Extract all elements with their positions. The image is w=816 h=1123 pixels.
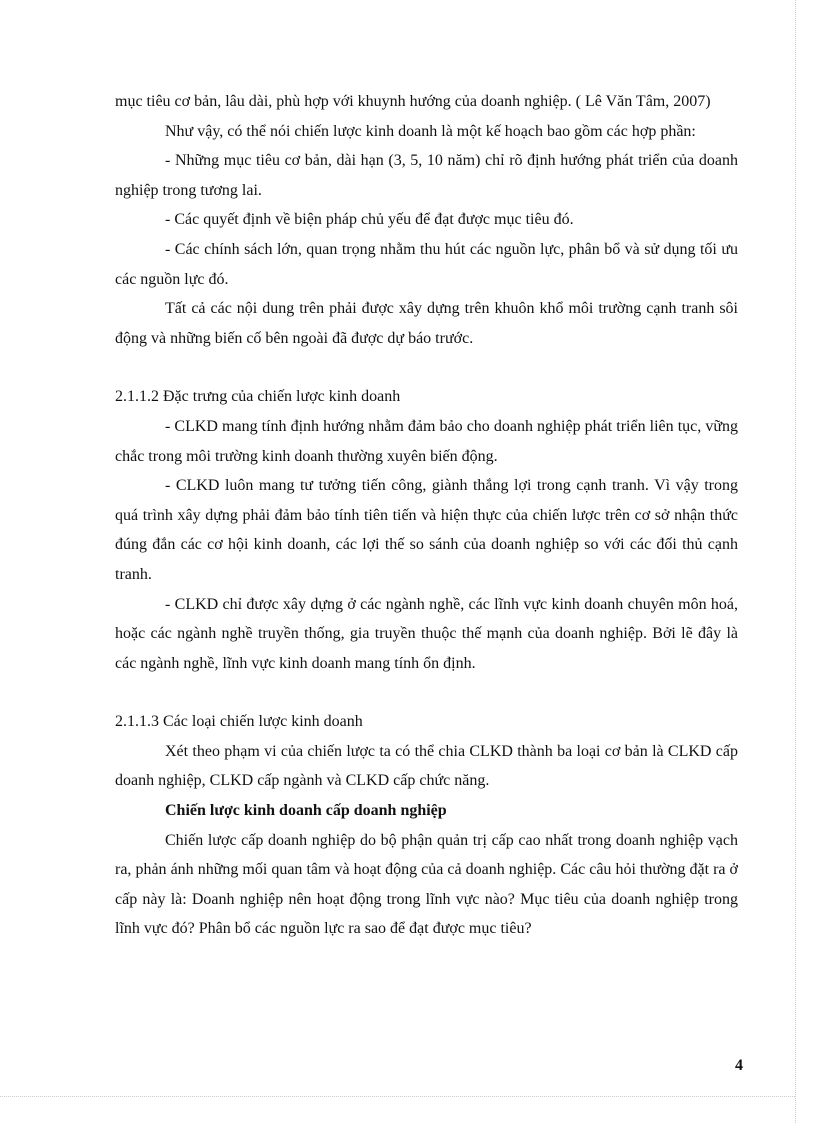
section-heading-2112: 2.1.1.2 Đặc trưng của chiến lược kinh doanh [115, 388, 401, 406]
paragraph-corporate-strategy: Chiến lược cấp doanh nghiệp do bộ phận quản trị cấp cao nhất trong doanh nghiệp vạch ra, phản ánh những mối quan tâm và hoạt động của cả doanh nghiệp. Các câu hỏi thường đặt ra ở cấp này là: Doanh nghiệp nên hoạt động trong lĩnh vực nào? Mục tiêu của doanh nghiệp trong lĩnh vực đó? Phân bổ các nguồn lực ra sao để đạt được mục tiêu? [115, 831, 738, 938]
section-heading-2113: 2.1.1.3 Các loại chiến lược kinh doanh [115, 713, 363, 731]
page-body [115, 87, 738, 944]
paragraph-continuation: mục tiêu cơ bản, lâu dài, phù hợp với khuynh hướng của doanh nghiệp. ( Lê Văn Tâm, 2007) [115, 93, 711, 110]
list-item-long-term-goals: - Những mục tiêu cơ bản, dài hạn (3, 5, 10 năm) chỉ rõ định hướng phát triển của doanh nghiệp trong tương lai. [115, 152, 738, 199]
page-edge-bottom [0, 1096, 795, 1097]
paragraph-environment: Tất cả các nội dung trên phải được xây dựng trên khuôn khổ môi trường cạnh tranh sôi động và những biến cố bên ngoài đã được dự báo trước. [115, 300, 738, 347]
list-item-specialization: - CLKD chỉ được xây dựng ở các ngành nghề, các lĩnh vực kinh doanh chuyên môn hoá, hoặc các ngành nghề truyền thống, gia truyền thuộc thế mạnh của doanh nghiệp. Bởi lẽ đây là các ngành nghề, lĩnh vực kinh doanh mang tính ổn định. [115, 595, 738, 672]
page-edge-right [795, 0, 796, 1123]
list-item-offensive: - CLKD luôn mang tư tưởng tiến công, giành thắng lợi trong cạnh tranh. Vì vậy trong quá trình xây dựng phải đảm bảo tính tiên tiến và hiện thực của chiến lược trên cơ sở nhận thức đúng đắn các cơ hội kinh doanh, các lợi thế so sánh của doanh nghiệp so với các đối thủ cạnh tranh. [115, 477, 738, 583]
list-item-decisions: - Các quyết định về biện pháp chủ yếu để đạt được mục tiêu đó. [165, 211, 574, 229]
list-item-orientation: - CLKD mang tính định hướng nhằm đảm bảo cho doanh nghiệp phát triển liên tục, vững chắc trong môi trường kinh doanh thường xuyên biến động. [115, 417, 738, 465]
page-number: 4 [735, 1057, 743, 1074]
subheading-corporate-strategy: Chiến lược kinh doanh cấp doanh nghiệp [165, 802, 447, 820]
paragraph-strategy-components: Như vậy, có thể nói chiến lược kinh doanh là một kế hoạch bao gồm các hợp phần: [165, 122, 696, 140]
paragraph-strategy-types: Xét theo phạm vi của chiến lược ta có thể chia CLKD thành ba loại cơ bản là CLKD cấp doanh nghiệp, CLKD cấp ngành và CLKD cấp chức năng. [115, 742, 738, 790]
list-item-policies: - Các chính sách lớn, quan trọng nhằm thu hút các nguồn lực, phân bổ và sử dụng tối ưu các nguồn lực đó. [115, 240, 738, 288]
